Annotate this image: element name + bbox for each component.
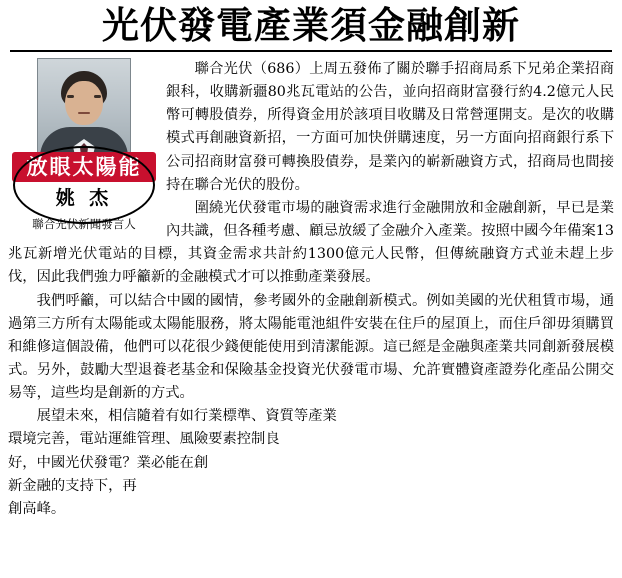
column-title: 放眼太陽能 <box>12 152 156 182</box>
article-tail <box>8 290 614 522</box>
newspaper-article-page <box>0 3 622 578</box>
title-divider <box>10 50 612 52</box>
author-name: 姚 杰 <box>55 187 113 210</box>
paragraph-2: 圍繞光伏發電市場的融資需求進行金融開放和金融創新，早已是業內共識，但各種考慮、顧忌放緩了金融介入產業。按照中國今年備案13兆瓦新增光伏電站的目標，其資金需求共計約1300億元人民幣，但傳統融資方式並未趕上步伐，因此我們強力呼籲新的金融模式才可以推動產業發展。 <box>8 199 614 286</box>
paragraph-3: 我們呼籲，可以結合中國的國情，參考國外的金融創新模式。例如美國的光伏租賃市場，通過第三方所有太陽能或太陽能服務，將太陽能電池組件安裝在住戶的屋頂上，而住戶卻毋須購買和維修這個設備，他們可以花很少錢便能使用到清潔能源。這已經是金融與產業共同創新發展模式。另外，鼓勵大型退養老基金和保險基金投資光伏發電市場、允許實體資產證券化產品公開交易等，這些均是創新的方式。 <box>8 292 614 402</box>
article-body <box>8 58 614 521</box>
author-role: 聯合光伏新聞發言人 <box>32 216 136 231</box>
portrait-eye-right <box>94 95 101 98</box>
author-badge <box>12 152 156 233</box>
paragraph-4: 展望未來，相信隨着有如行業標準、資質等產業 <box>36 408 337 425</box>
paragraph-6: 好，中國光伏發電？業必能在創 <box>8 454 209 471</box>
portrait-mouth <box>78 112 90 114</box>
author-block <box>10 58 158 233</box>
paragraph-7: 新金融的支持下，再 <box>8 477 137 494</box>
paragraph-1: 聯合光伏（686）上周五發佈了關於聯手招商局系下兄弟企業招商銀科，收購新疆80兆瓦電站的公告，並向招商財富發行約4.2億元人民幣可轉股債券，所得資金用於該項目收購及日常營運開支。是次的收購模式再創融資新招，一方面可加快併購速度，另一方面向招商銀行系下公司招商財富發可轉換股債券，是業內的嶄新融資方式，招商局也間接持在聯合光伏的股份。 <box>166 60 614 193</box>
portrait-face <box>65 81 103 125</box>
page-title: 光伏發電產業須金融創新 <box>102 3 520 47</box>
portrait-eye-left <box>67 95 74 98</box>
paragraph-8: 創高峰。 <box>8 500 66 517</box>
paragraph-5: 環境完善，電站運維管理、風險要素控制良 <box>8 431 280 448</box>
